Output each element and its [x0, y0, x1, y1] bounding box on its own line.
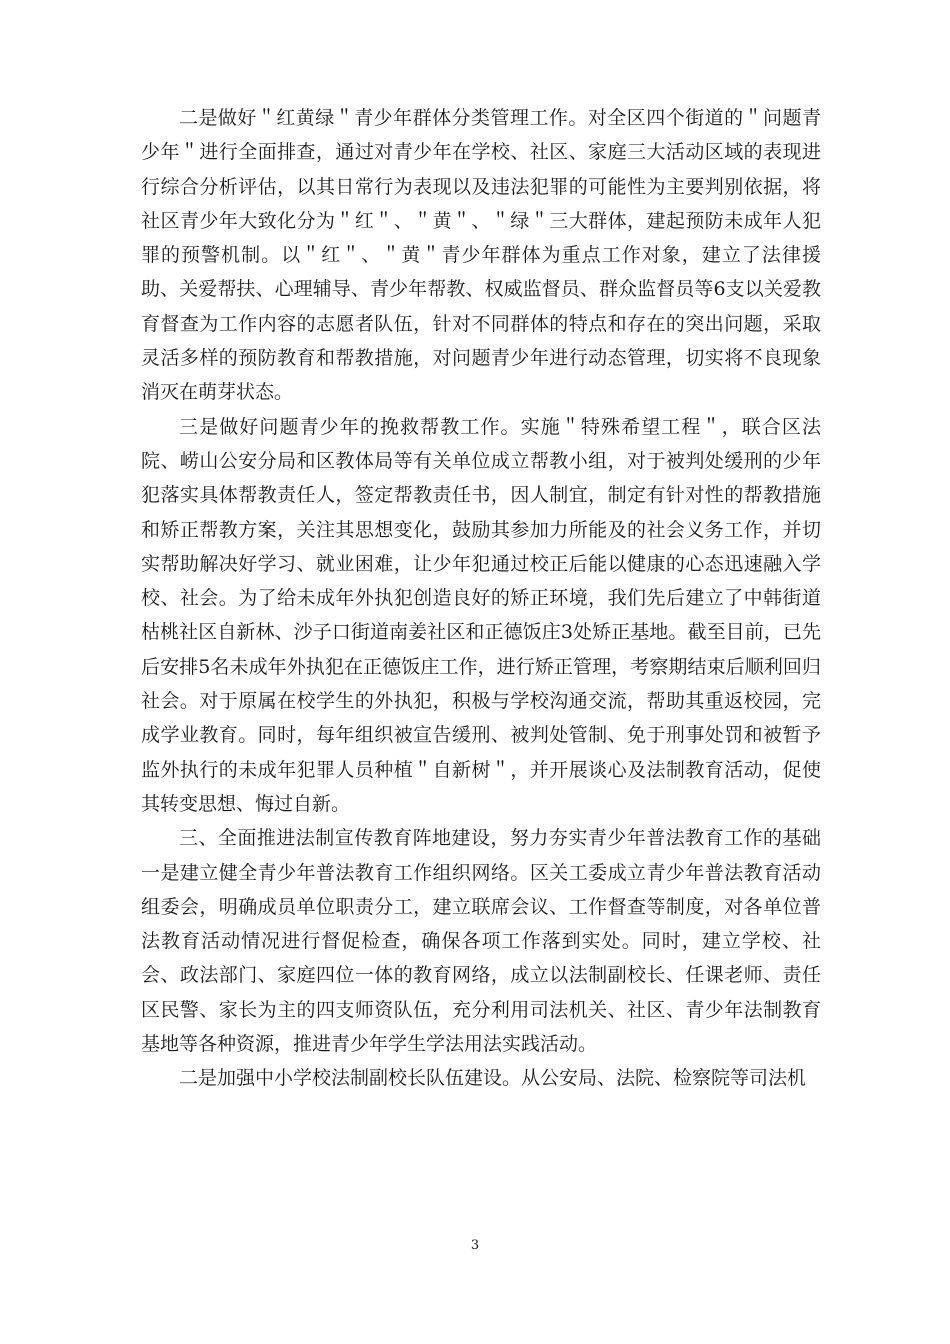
paragraph-vice-principal: 二是加强中小学校法制副校长队伍建设。从公安局、法院、检察院等司法机 — [179, 1067, 807, 1090]
paragraph-legal-education-base: 三、全面推进法制宣传教育阵地建设，努力夯实青少年普法教育工作的基础一是建立健全青少年普法教育工作组织网络。区关工委成立青少年普法教育活动组委会，明确成员单位职责分工，建立联席会议、工作督查等制度，对各单位普法教育活动情况进行督促检查，确保各项工作落到实处。同时，建立学校、社会、政法部门、家庭四位一体的教育网络，成立以法制副校长、任课老师、责任区民警、家长为主的四支师资队伍，充分利用司法机关、社区、青少年法制教育基地等各种资源，推进青少年学生学法用法实践活动。 — [141, 827, 821, 1056]
paragraph-red-yellow-green: 二是做好＂红黄绿＂青少年群体分类管理工作。对全区四个街道的＂问题青少年＂进行全面排查，通过对青少年在学校、社区、家庭三大活动区域的表现进行综合分析评估，以其日常行为表现以及违法犯罪的可能性为主要判别依据，将社区青少年大致化分为＂红＂、＂黄＂、＂绿＂三大群体，建起预防未成年人犯罪的预警机制。以＂红＂、＂黄＂青少年群体为重点工作对象，建立了法律援助、关爱帮扶、心理辅导、青少年帮教、权威监督员、群众监督员等6支以关爱教育督查为工作内容的志愿者队伍，针对不同群体的特点和存在的突出问题，采取灵活多样的预防教育和帮教措施，对问题青少年进行动态管理，切实将不良现象消灭在萌芽状态。 — [141, 107, 821, 404]
page-number: 3 — [470, 1238, 480, 1253]
paragraph-rescue-education: 三是做好问题青少年的挽救帮教工作。实施＂特殊希望工程＂，联合区法院、崂山公安分局和区教体局等有关单位成立帮教小组，对于被判处缓刑的少年犯落实具体帮教责任人，签定帮教责任书，因人制宜，制定有针对性的帮教措施和矫正帮教方案，关注其思想变化，鼓励其参加力所能及的社会义务工作，并切实帮助解决好学习、就业困难，让少年犯通过校正后能以健康的心态迅速融入学校、社会。为了给未成年外执犯创造良好的矫正环境，我们先后建立了中韩街道枯桃社区自新林、沙子口街道南姜社区和正德饭庄3处矫正基地。截至目前，已先后安排5名未成年外执犯在正德饭庄工作，进行矫正管理，考察期结束后顺利回归社会。对于原属在校学生的外执犯，积极与学校沟通交流，帮助其重返校园，完成学业教育。同时，每年组织被宣告缓刑、被判处管制、免于刑事处罚和被暂予监外执行的未成年犯罪人员种植＂自新树＂，并开展谈心及法制教育活动，促使其转变思想、悔过自新。 — [141, 415, 821, 815]
document-body — [141, 101, 821, 1096]
